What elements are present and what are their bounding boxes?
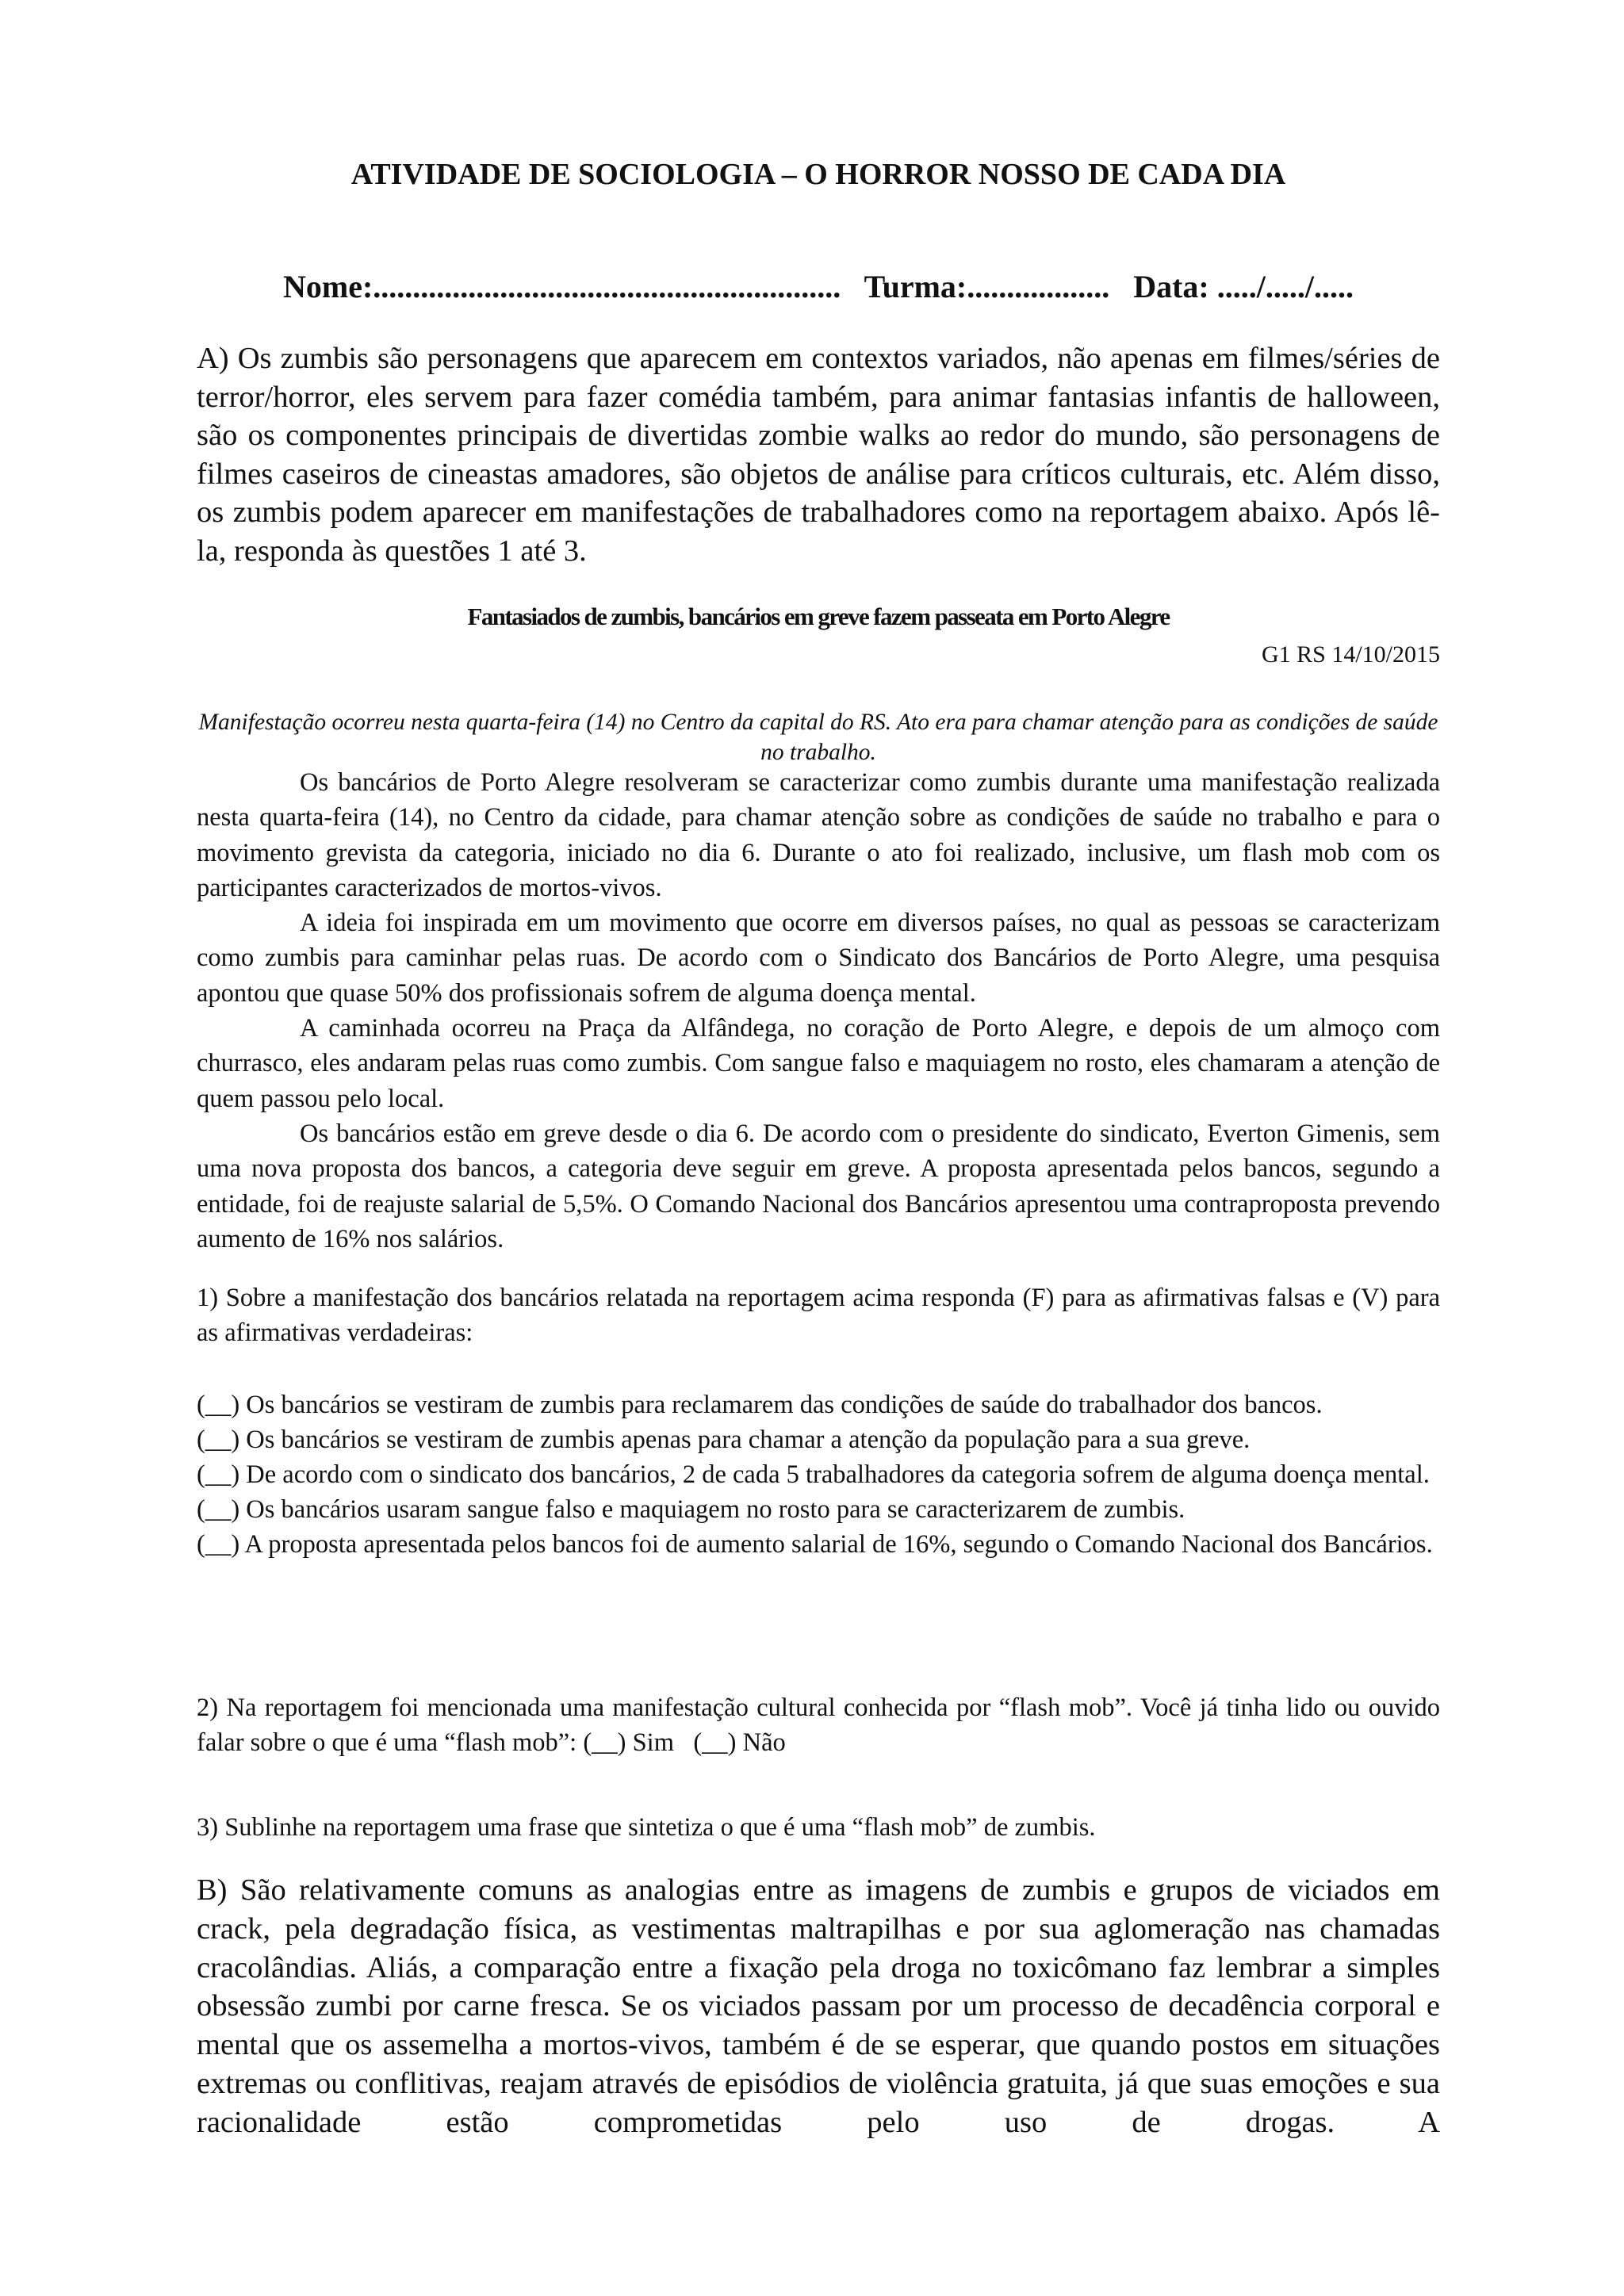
class-field[interactable]: Turma:.................. xyxy=(864,269,1110,304)
article-paragraph: A caminhada ocorreu na Praça da Alfândega, no coração de Porto Alegre, e depois de um almoço com churrasco, eles andaram pelas ruas como zumbis. Com sangue falso e maquiagem no rosto, eles chamaram a atenção de quem passou pelo local. xyxy=(197,1014,1440,1113)
page-title: ATIVIDADE DE SOCIOLOGIA – O HORROR NOSSO DE CADA DIA xyxy=(350,158,1286,191)
question-2-prompt: 2) Na reportagem foi mencionada uma manifestação cultural conhecida por “flash mob”. Você já tinha lido ou ouvido falar sobre o que é uma “flash mob”: xyxy=(197,1693,1440,1757)
true-false-item xyxy=(197,1527,1440,1562)
question-1-items xyxy=(197,1387,1440,1562)
name-field[interactable]: Nome:........................................................... xyxy=(283,269,841,304)
question-3-prompt: 3) Sublinhe na reportagem uma frase que sintetiza o que é uma “flash mob” de zumbis. xyxy=(197,1813,1096,1842)
answer-no[interactable]: (__) Não xyxy=(693,1728,786,1757)
student-info-line xyxy=(197,266,1440,308)
item-text: Os bancários usaram sangue falso e maquiagem no rosto para se caracterizarem de zumbis. xyxy=(246,1495,1185,1524)
true-false-item xyxy=(197,1492,1440,1527)
item-text: Os bancários se vestiram de zumbis apenas para chamar a atenção da população para a sua greve. xyxy=(246,1425,1251,1454)
news-source: G1 RS 14/10/2015 xyxy=(1261,641,1440,668)
article-paragraph: Os bancários de Porto Alegre resolveram se caracterizar como zumbis durante uma manifestação realizada nesta quarta-feira (14), no Centro da cidade, para chamar atenção sobre as condições de saúde no trabalho e para o movimento grevista da categoria, iniciado no dia 6. Durante o ato foi realizado, inclusive, um flash mob com os participantes caracterizados de mortos-vivos. xyxy=(197,768,1440,902)
item-text: De acordo com o sindicato dos bancários, 2 de cada 5 trabalhadores da categoria sofrem de alguma doença mental. xyxy=(246,1460,1430,1489)
article-paragraph: A ideia foi inspirada em um movimento que ocorre em diversos países, no qual as pessoas se caracterizam como zumbis para caminhar pelas ruas. De acordo com o Sindicato dos Bancários de Porto Alegre, uma pesquisa apontou que quase 50% dos profissionais sofrem de alguma doença mental. xyxy=(197,909,1440,1008)
answer-blank[interactable]: (__) xyxy=(197,1391,240,1419)
question-1-prompt: 1) Sobre a manifestação dos bancários relatada na reportagem acima responda (F) para as afirmativas falsas e (V) para as afirmativas verdadeiras: xyxy=(197,1284,1440,1347)
question-2 xyxy=(197,1690,1440,1760)
section-b-intro: B) São relativamente comuns as analogias entre as imagens de zumbis e grupos de viciados em crack, pela degradação física, as vestimentas maltrapilhas e por sua aglomeração nas chamadas cracolândias. Aliás, a comparação entre a fixação pela droga no toxicômano faz lembrar a simples obsessão zumbi por carne fresca. Se os viciados passam por um processo de decadência corporal e mental que os assemelha a mortos-vivos, também é de se esperar, que quando postos em situações extremas ou conflitivas, reajam através de episódios de violência gratuita, já que suas emoções e sua racionalidade estão comprometidas pelo uso de drogas. A xyxy=(197,1873,1440,2139)
section-a-intro: A) Os zumbis são personagens que aparecem em contextos variados, não apenas em filmes/séries de terror/horror, eles servem para fazer comédia também, para animar fantasias infantis de halloween, são os componentes principais de divertidas zombie walks ao redor do mundo, são personagens de filmes caseiros de cineastas amadores, são objetos de análise para críticos culturais, etc. Além disso, os zumbis podem aparecer em manifestações de trabalhadores como na reportagem abaixo. Após lê-la, responda às questões 1 até 3. xyxy=(197,342,1440,568)
answer-blank[interactable]: (__) xyxy=(197,1495,240,1524)
answer-blank[interactable]: (__) xyxy=(197,1460,240,1489)
item-text: Os bancários se vestiram de zumbis para reclamarem das condições de saúde do trabalhador dos bancos. xyxy=(246,1391,1323,1419)
answer-yes[interactable]: (__) Sim xyxy=(583,1728,674,1757)
true-false-item xyxy=(197,1457,1440,1492)
answer-blank[interactable]: (__) xyxy=(197,1425,240,1454)
date-field[interactable]: Data: ...../...../..... xyxy=(1133,269,1354,304)
article-paragraph: Os bancários estão em greve desde o dia 6. De acordo com o presidente do sindicato, Everton Gimenis, sem uma nova proposta dos bancos, a categoria deve seguir em greve. A proposta apresentada pelos bancos, segundo a entidade, foi de reajuste salarial de 5,5%. O Comando Nacional dos Bancários apresentou uma contraproposta prevendo aumento de 16% nos salários. xyxy=(197,1119,1440,1253)
true-false-item xyxy=(197,1387,1440,1422)
true-false-item xyxy=(197,1422,1440,1457)
news-headline: Fantasiados de zumbis, bancários em greve fazem passeata em Porto Alegre xyxy=(467,603,1170,630)
news-article xyxy=(197,765,1440,1257)
item-text: A proposta apresentada pelos bancos foi de aumento salarial de 16%, segundo o Comando Nacional dos Bancários. xyxy=(244,1530,1433,1559)
news-lead: Manifestação ocorreu nesta quarta-feira (14) no Centro da capital do RS. Ato era para chamar atenção para as condições de saúde no trabalho. xyxy=(198,710,1438,765)
answer-blank[interactable]: (__) xyxy=(197,1530,240,1559)
